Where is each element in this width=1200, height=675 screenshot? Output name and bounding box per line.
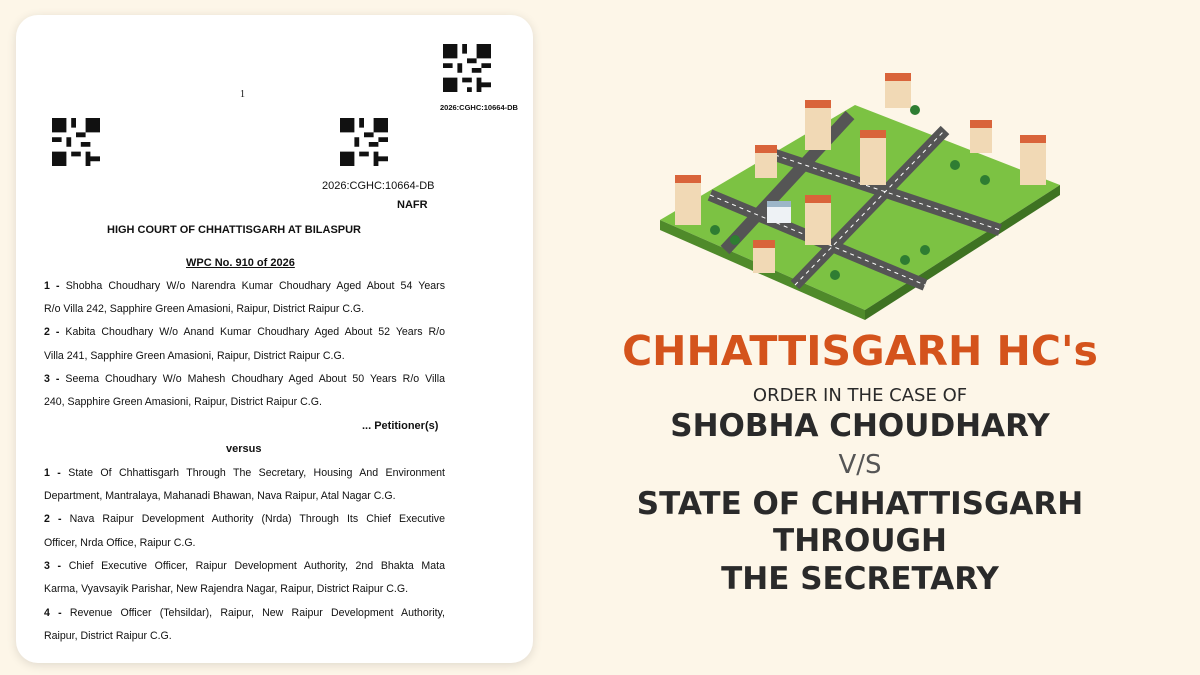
headline-respondent-line3: THE SECRETARY <box>721 561 999 597</box>
court-name: HIGH COURT OF CHHATTISGARH AT BILASPUR <box>107 224 362 236</box>
party-line: Officer, Nrda Office, Raipur C.G. <box>44 537 196 549</box>
party-line: 1 - Shobha Choudhary W/o Narendra Kumar Choudhary Aged About 54 Years <box>44 280 445 292</box>
party-line: 4 - Revenue Officer (Tehsildar), Raipur, New Raipur Development Authority, <box>44 607 445 619</box>
party-line: 3 - Seema Choudhary W/o Mahesh Choudhary Aged About 50 Years R/o Villa <box>44 373 445 385</box>
case-number: WPC No. 910 of 2026 <box>186 257 295 269</box>
qr-code-icon <box>443 44 491 92</box>
qr-code-icon <box>340 118 388 166</box>
versus-label: versus <box>226 443 262 455</box>
isometric-city-illustration <box>655 70 1065 325</box>
qr-code-label: 2026:CGHC:10664-DB <box>440 103 518 112</box>
party-line: 240, Sapphire Green Amasioni, Raipur, District Raipur C.G. <box>44 396 322 408</box>
headline-subtitle: ORDER IN THE CASE OF <box>752 385 968 406</box>
qr-code-icon <box>52 118 100 166</box>
headline-respondent-line2: THROUGH <box>773 523 947 559</box>
party-line: Villa 241, Sapphire Green Amasioni, Raipur, District Raipur C.G. <box>44 350 345 362</box>
party-line: R/o Villa 242, Sapphire Green Amasioni, Raipur, District Raipur C.G. <box>44 303 365 315</box>
petitioner-label: ... Petitioner(s) <box>362 420 439 432</box>
party-line: 2 - Nava Raipur Development Authority (Nrda) Through Its Chief Executive <box>44 513 445 525</box>
party-line: Department, Mantralaya, Mahanadi Bhawan, Nava Raipur, Atal Nagar C.G. <box>44 490 396 502</box>
party-line: Raipur, District Raipur C.G. <box>44 630 172 642</box>
nafr-label: NAFR <box>397 199 428 211</box>
page-number: 1 <box>240 89 245 100</box>
party-line: 3 - Chief Executive Officer, Raipur Development Authority, 2nd Bhakta Mata <box>44 560 445 572</box>
headline-court: CHHATTISGARH HC's <box>622 327 1098 375</box>
headline-respondent-line1: STATE OF CHHATTISGARH <box>636 486 1084 522</box>
court-order-document <box>16 15 533 663</box>
party-line: Karma, Vyavsayik Parishar, New Rajendra Nagar, Raipur, District Raipur C.G. <box>44 583 409 595</box>
headline-petitioner: SHOBHA CHOUDHARY <box>670 408 1050 444</box>
party-line: 2 - Kabita Choudhary W/o Anand Kumar Choudhary Aged About 52 Years R/o <box>44 326 445 338</box>
headline-versus: V/S <box>838 450 882 480</box>
party-line: 1 - State Of Chhattisgarh Through The Secretary, Housing And Environment <box>44 467 445 479</box>
neutral-citation: 2026:CGHC:10664-DB <box>322 180 435 192</box>
